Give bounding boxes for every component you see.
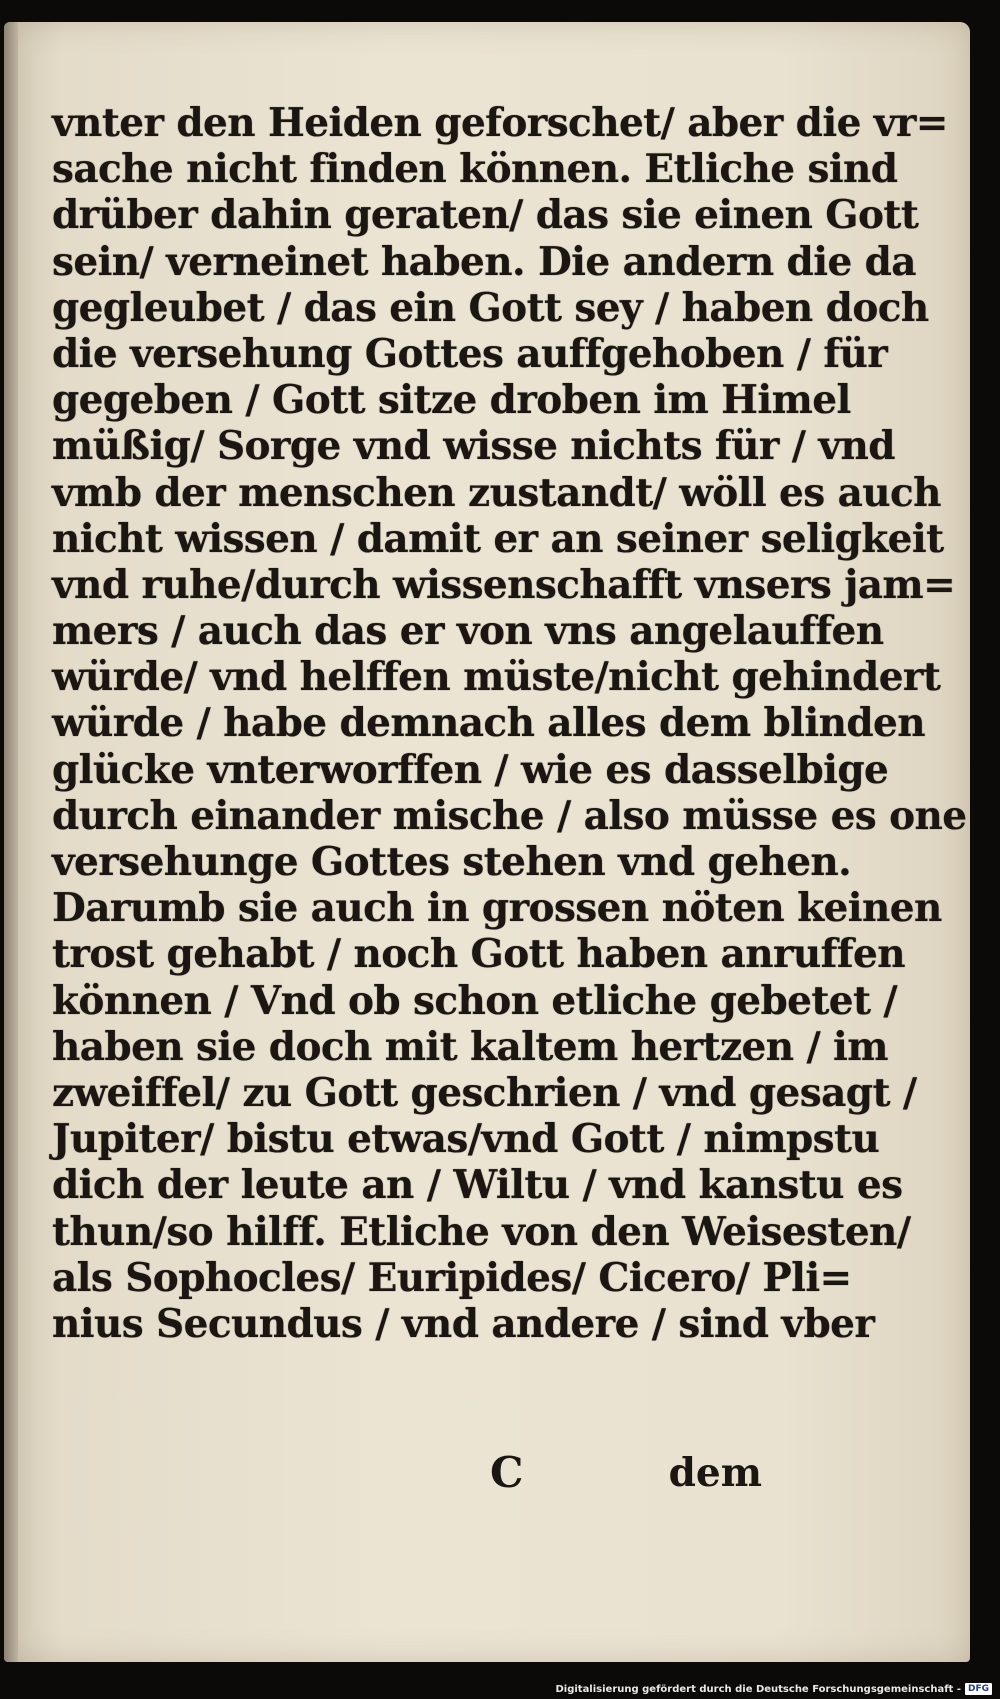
text-line: zweiffel/ zu Gott geschrien / vnd gesagt / — [52, 1069, 917, 1116]
text-line: würde / habe demnach alles dem blinden — [52, 700, 925, 747]
text-line: Jupiter/ bistu etwas/vnd Gott / nimpstu — [52, 1116, 880, 1163]
book-page — [4, 22, 970, 1662]
text-line: glücke vnterworffen / wie es dasselbige — [52, 746, 889, 793]
text-line: müßig/ Sorge vnd wisse nichts für / vnd — [52, 423, 895, 470]
text-line: haben sie doch mit kaltem hertzen / im — [52, 1023, 888, 1070]
text-line: gegeben / Gott sitze droben im Himel — [52, 377, 851, 424]
signature-mark: C — [490, 1448, 524, 1497]
text-line: mers / auch das er von vns angelauffen — [52, 608, 884, 655]
credit-text: Digitalisierung gefördert durch die Deutsche Forschungsgemeinschaft - — [555, 1683, 961, 1695]
text-line: drüber dahin geraten/ das sie einen Gott — [52, 192, 919, 239]
text-line: sache nicht finden können. Etliche sind — [52, 146, 898, 193]
digitization-credit — [555, 1683, 992, 1695]
text-line: vnd ruhe/durch wissenschafft vnsers jam= — [52, 561, 956, 608]
text-line: vnter den Heiden geforschet/ aber die vr= — [52, 100, 948, 146]
text-line: vmb der menschen zustandt/ wöll es auch — [52, 469, 941, 516]
text-line: durch einander mische / also müsse es one — [52, 792, 967, 839]
text-line: die versehung Gottes auffgehoben / für — [52, 330, 888, 377]
page-text — [52, 100, 967, 1347]
text-line: nicht wissen / damit er an seiner seligkeit — [52, 515, 944, 562]
text-line: nius Secundus / vnd andere / sind vber — [52, 1300, 875, 1347]
text-line: sein/ verneinet haben. Die andern die da — [52, 238, 916, 285]
text-line: können / Vnd ob schon etliche gebetet / — [52, 977, 898, 1024]
text-line: als Sophocles/ Euripides/ Cicero/ Pli= — [52, 1254, 852, 1301]
page-edge — [4, 22, 18, 1662]
dfg-logo-icon: DFG — [965, 1683, 992, 1695]
text-line: gegleubet / das ein Gott sey / haben doch — [52, 284, 929, 331]
page-footer — [52, 1448, 762, 1498]
text-line: würde/ vnd helffen müste/nicht gehindert — [52, 654, 941, 701]
text-line: versehunge Gottes stehen vnd gehen. — [52, 839, 852, 885]
catchword: dem — [668, 1450, 762, 1496]
text-line: Darumb sie auch in grossen nöten keinen — [52, 885, 942, 932]
text-line: dich der leute an / Wiltu / vnd kanstu es — [52, 1162, 903, 1209]
text-line: trost gehabt / noch Gott haben anruffen — [52, 931, 905, 978]
text-line: thun/so hilff. Etliche von den Weisesten/ — [52, 1208, 911, 1255]
